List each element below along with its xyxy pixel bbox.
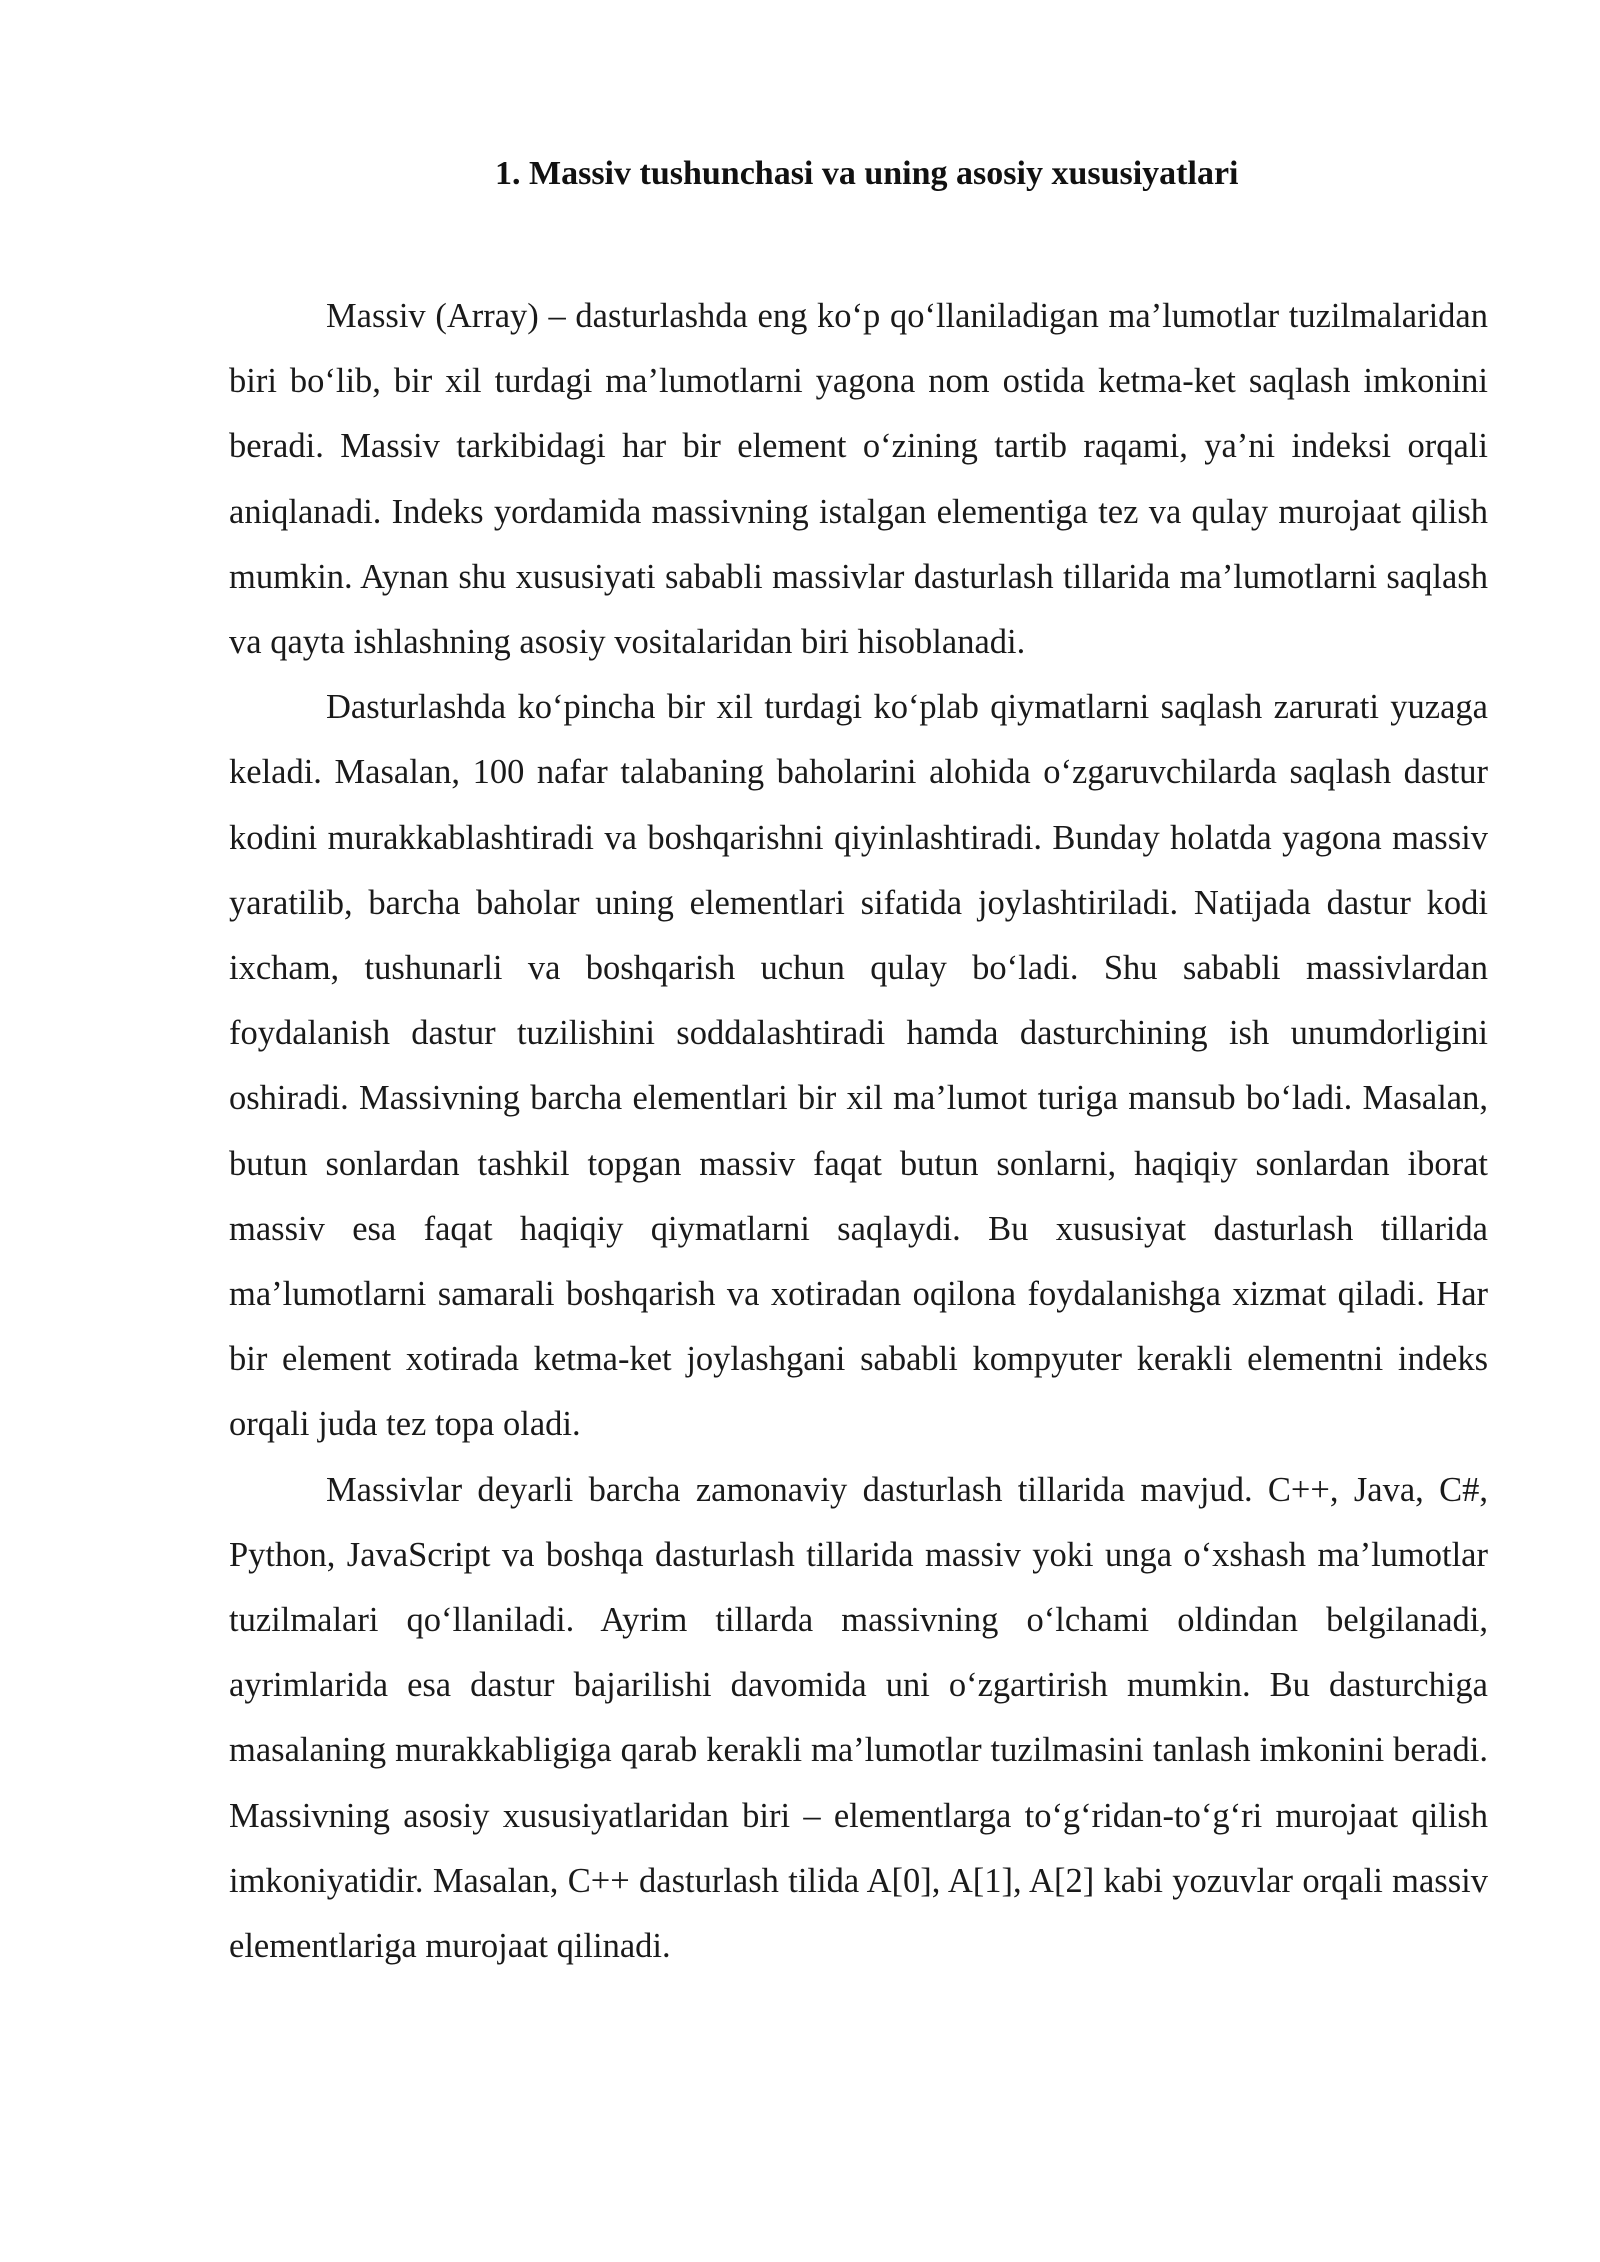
paragraph-purpose: Dasturlashda ko‘pincha bir xil turdagi ko‘plab qiymatlarni saqlash zarurati yuzaga keladi. Masalan, 100 nafar talabaning baholarini alohida o‘zgaruvchilarda saqlash dastur kodini murakkablashtiradi va boshqarishni qiyinlashtiradi. Bunday holatda yagona massiv yaratilib, barcha baholar uning elementlari sifatida joylashtiriladi. Natijada dastur kodi ixcham, tushunarli va boshqarish uchun qulay bo‘ladi. Shu sababli massivlardan foydalanish dastur tuzilishini soddalashtiradi hamda dasturchining ish unumdorligini oshiradi. Massivning barcha elementlari bir xil ma’lumot turiga mansub bo‘ladi. Masalan, butun sonlardan tashkil topgan massiv faqat butun sonlarni, haqiqiy sonlardan iborat massiv esa faqat haqiqiy qiymatlarni saqlaydi. Bu xususiyat dasturlash tillarida ma’lumotlarni samarali boshqarish va xotiradan oqilona foydalanishga xizmat qiladi. Har bir element xotirada ketma-ket joylashgani sababli kompyuter kerakli elementni indeks orqali juda tez topa oladi. xyxy=(229,688,1488,1444)
section-heading: 1. Massiv tushunchasi va uning asosiy xususiyatlari xyxy=(495,155,1239,192)
document-body xyxy=(229,284,1488,1979)
paragraph-definition: Massiv (Array) – dasturlashda eng ko‘p qo‘llaniladigan ma’lumotlar tuzilmalaridan biri bo‘lib, bir xil turdagi ma’lumotlarni yagona nom ostida ketma-ket saqlash imkonini beradi. Massiv tarkibidagi har bir element o‘zining tartib raqami, ya’ni indeksi orqali aniqlanadi. Indeks yordamida massivning istalgan elementiga tez va qulay murojaat qilish mumkin. Aynan shu xususiyati sababli massivlar dasturlash tillarida ma’lumotlarni saqlash va qayta ishlashning asosiy vositalaridan biri hisoblanadi. xyxy=(229,297,1488,662)
paragraph-languages: Massivlar deyarli barcha zamonaviy dasturlash tillarida mavjud. C++, Java, C#, Python, JavaScript va boshqa dasturlash tillarida massiv yoki unga o‘xshash ma’lumotlar tuzilmalari qo‘llaniladi. Ayrim tillarda massivning o‘lchami oldindan belgilanadi, ayrimlarida esa dastur bajarilishi davomida uni o‘zgartirish mumkin. Bu dasturchiga masalaning murakkabligiga qarab kerakli ma’lumotlar tuzilmasini tanlash imkonini beradi. Massivning asosiy xususiyatlaridan biri – elementlarga to‘g‘ridan-to‘g‘ri murojaat qilish imkoniyatidir. Masalan, C++ dasturlash tilida A[0], A[1], A[2] kabi yozuvlar orqali massiv elementlariga murojaat qilinadi. xyxy=(229,1470,1488,1966)
